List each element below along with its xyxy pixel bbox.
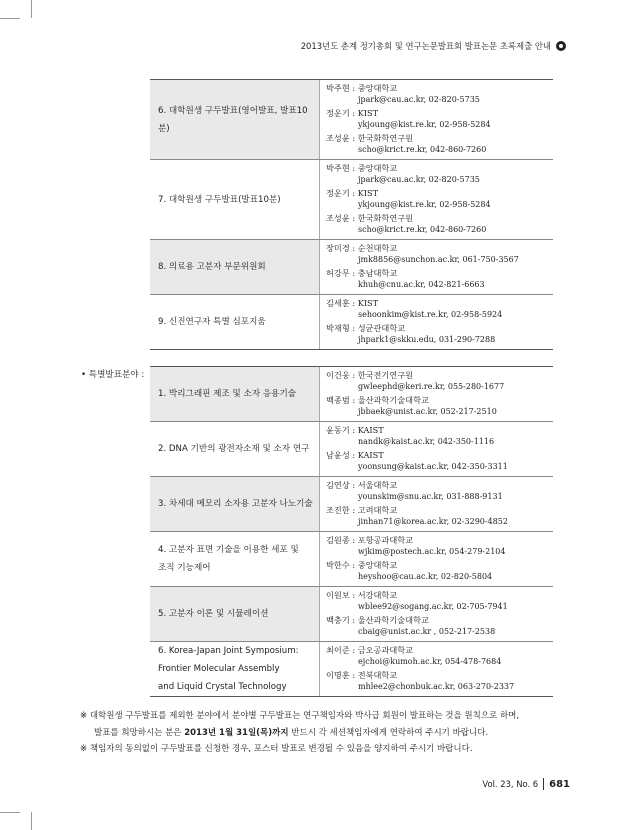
crop-mark [0, 812, 20, 813]
chair-entry [326, 505, 553, 527]
chair-name: 조성윤 [326, 213, 350, 223]
separator: : [349, 590, 358, 600]
chair-name-line [326, 645, 553, 656]
chair-org: 한국화학연구원 [357, 213, 414, 223]
session-name-cell [150, 422, 320, 476]
chair-name: 이명훈 [326, 670, 350, 680]
session-row [150, 422, 553, 477]
chair-org: 울산과학기술대학교 [357, 395, 429, 405]
chair-entry [326, 560, 553, 582]
chair-org: KAIST [357, 450, 384, 460]
chair-name: 허강무 [326, 268, 350, 278]
crop-mark [31, 812, 32, 830]
separator: : [349, 370, 358, 380]
session-name-cell [150, 80, 320, 159]
chair-entry [326, 590, 553, 612]
chair-name: 윤동기 [326, 425, 350, 435]
chair-name-line [326, 590, 553, 601]
chair-contact: heyshoo@cau.ac.kr, 02-820-5804 [358, 572, 493, 581]
chair-contact: younskim@snu.ac.kr, 031-888-9131 [358, 492, 503, 501]
chair-name-line [326, 370, 553, 381]
separator: : [349, 108, 358, 118]
chair-name: 정운기 [326, 188, 350, 198]
chair-name: 박주현 [326, 163, 350, 173]
chair-entry [326, 425, 553, 447]
chair-name-line [326, 615, 553, 626]
chair-entry [326, 395, 553, 417]
chair-entry [326, 615, 553, 637]
chair-org: KIST [357, 108, 379, 118]
separator: : [349, 213, 358, 223]
chair-name-line [326, 505, 553, 516]
chair-name-line [326, 213, 553, 224]
chair-entry [326, 83, 553, 105]
separator: : [349, 268, 358, 278]
chair-name-line [326, 450, 553, 461]
volume-label: Vol. 23, No. 6 [482, 779, 539, 789]
chair-name: 정운기 [326, 108, 350, 118]
chair-entry [326, 670, 553, 692]
chair-name-line [326, 163, 553, 174]
chair-contact: khuh@cnu.ac.kr, 042-821-6663 [358, 280, 485, 289]
chair-entry [326, 535, 553, 557]
chair-org: KIST [357, 298, 379, 308]
session-name-cell [150, 367, 320, 421]
crop-mark [31, 0, 32, 18]
chair-contact: ykjoung@kist.re.kr, 02-958-5284 [358, 200, 491, 209]
chair-name: 조진한 [326, 505, 350, 515]
session-row [150, 642, 553, 697]
chair-name-line [326, 395, 553, 406]
chair-name-line [326, 323, 553, 334]
separator: : [349, 450, 358, 460]
chair-contact: jhpark1@skku.edu, 031-290-7288 [358, 335, 496, 344]
chair-org: 전북대학교 [357, 670, 398, 680]
separator: : [349, 243, 358, 253]
chair-name: 최이준 [326, 645, 350, 655]
note-1-line-2 [80, 725, 560, 742]
chair-entry [326, 243, 553, 265]
note-text: 반드시 각 세션책임자에게 연락하여 주시기 바랍니다. [288, 727, 489, 738]
chair-org: 한국전기연구원 [357, 370, 414, 380]
chair-name: 박재형 [326, 323, 350, 333]
chair-name: 김연상 [326, 480, 350, 490]
session-row [150, 532, 553, 587]
chair-name: 백충기 [326, 615, 350, 625]
chair-name-line [326, 298, 553, 309]
chairs-cell [320, 295, 553, 349]
chair-contact: jpark@cau.ac.kr, 02-820-5735 [358, 175, 480, 184]
separator: : [349, 560, 358, 570]
chair-org: KIST [357, 188, 379, 198]
session-name-cell [150, 240, 320, 294]
chair-org: 서울대학교 [357, 480, 398, 490]
chair-name: 백종범 [326, 395, 350, 405]
session-name-cell [150, 587, 320, 641]
note-deadline: 2013년 1월 31일(목)까지 [184, 727, 289, 738]
session-title: 9. 신진연구자 특별 심포지움 [158, 317, 266, 327]
session-name-cell [150, 642, 320, 696]
chair-contact: jinhan71@korea.ac.kr, 02-3290-4852 [358, 517, 508, 526]
chair-contact: ykjoung@kist.re.kr, 02-958-5284 [358, 120, 491, 129]
chair-name-line [326, 83, 553, 94]
chair-name-line [326, 480, 553, 491]
chair-name: 김세훈 [326, 298, 350, 308]
session-name-cell [150, 477, 320, 531]
session-row [150, 160, 553, 240]
session-row [150, 295, 553, 350]
session-title: 6. 대학원생 구두발표(영어발표, 발표10분) [158, 105, 308, 134]
chair-contact: wblee92@sogang.ac.kr, 02-705-7941 [358, 602, 508, 611]
chair-org: 울산과학기술대학교 [357, 615, 429, 625]
session-row [150, 240, 553, 295]
note-1-line-1: ※ 대학원생 구두발표를 제외한 분야에서 분야별 구두발표는 연구책임자와 박사급 회원이 발표하는 것을 원칙으로 하며, [80, 711, 520, 721]
chair-name: 박한수 [326, 560, 350, 570]
chair-name-line [326, 425, 553, 436]
session-table-special [150, 366, 553, 697]
chair-name-line [326, 268, 553, 279]
session-title: 3. 차세대 메모리 소자용 고분자 나노기술 [158, 499, 313, 509]
chair-org: KAIST [357, 425, 384, 435]
session-row [150, 80, 553, 160]
notes-block [80, 708, 560, 758]
separator: : [349, 298, 358, 308]
chairs-cell [320, 160, 553, 239]
separator: : [349, 188, 358, 198]
chair-name-line [326, 560, 553, 571]
chairs-cell [320, 80, 553, 159]
chair-contact: jmk8856@sunchon.ac.kr, 061-750-3567 [358, 255, 519, 264]
chair-contact: yoonsung@kaist.ac.kr, 042-350-3311 [358, 462, 508, 471]
chair-contact: cbaig@unist.ac.kr , 052-217-2538 [358, 627, 496, 636]
chair-org: 서강대학교 [357, 590, 398, 600]
note-text: 발표를 희망하시는 분은 [94, 727, 185, 738]
page-number: 681 [549, 778, 570, 790]
session-title: 2. DNA 기반의 광전자소재 및 소자 연구 [158, 444, 310, 454]
chair-org: 순천대학교 [357, 243, 398, 253]
chair-entry [326, 645, 553, 667]
session-row [150, 587, 553, 642]
chair-contact: scho@krict.re.kr, 042-860-7260 [358, 145, 487, 154]
special-section-label: • 특별발표분야 : [81, 370, 145, 380]
chair-contact: sehoonkim@kist.re.kr, 02-958-5924 [358, 310, 503, 319]
separator: : [349, 480, 358, 490]
chairs-cell [320, 240, 553, 294]
chair-org: 포항공과대학교 [357, 535, 414, 545]
chair-name-line [326, 108, 553, 119]
chair-name: 박주현 [326, 83, 350, 93]
session-name-cell [150, 160, 320, 239]
session-title: 8. 의료용 고분자 부문위원회 [158, 262, 266, 272]
chair-contact: jbbaek@unist.ac.kr, 052-217-2510 [358, 407, 497, 416]
separator: : [349, 425, 358, 435]
chair-name: 이원보 [326, 590, 350, 600]
chair-entry [326, 108, 553, 130]
chairs-cell [320, 367, 553, 421]
chair-org: 금오공과대학교 [357, 645, 414, 655]
header-text: 2013년도 춘계 정기총회 및 연구논문발표회 발표논문 초록제출 안내 [300, 41, 551, 51]
chair-name: 남윤성 [326, 450, 350, 460]
chair-name-line [326, 133, 553, 144]
chair-contact: jpark@cau.ac.kr, 02-820-5735 [358, 95, 480, 104]
session-name-cell [150, 295, 320, 349]
separator: : [349, 395, 358, 405]
chairs-cell [320, 422, 553, 476]
chair-org: 성균관대학교 [357, 323, 406, 333]
chair-name-line [326, 188, 553, 199]
chair-entry [326, 298, 553, 320]
chairs-cell [320, 532, 553, 586]
footer-divider [543, 778, 544, 790]
separator: : [349, 645, 358, 655]
chair-entry [326, 450, 553, 472]
separator: : [349, 615, 358, 625]
chair-entry [326, 268, 553, 290]
chair-org: 고려대학교 [357, 505, 398, 515]
chair-org: 중앙대학교 [357, 163, 398, 173]
crop-mark [0, 18, 20, 19]
separator: : [349, 535, 358, 545]
session-title: 5. 고분자 이론 및 시뮬레이션 [158, 609, 269, 619]
chair-name: 이건웅 [326, 370, 350, 380]
chair-entry [326, 213, 553, 235]
chair-org: 충남대학교 [357, 268, 398, 278]
session-title: 4. 고분자 표면 기술을 이용한 세포 및 조직 기능제어 [158, 545, 299, 573]
chairs-cell [320, 587, 553, 641]
chair-name: 장미경 [326, 243, 350, 253]
chair-entry [326, 323, 553, 345]
chair-entry [326, 163, 553, 185]
session-name-cell [150, 532, 320, 586]
chair-contact: ejchoi@kumoh.ac.kr, 054-478-7684 [358, 657, 502, 666]
chair-entry [326, 188, 553, 210]
running-header [301, 40, 566, 52]
separator: : [349, 323, 358, 333]
separator: : [349, 670, 358, 680]
chair-entry [326, 133, 553, 155]
chair-entry [326, 480, 553, 502]
note-2: ※ 책임자의 동의없이 구두발표를 신청한 경우, 포스터 발표로 변경될 수 있음을 양지하여 주시기 바랍니다. [80, 744, 473, 754]
chair-name-line [326, 670, 553, 681]
session-title: 1. 박리그래핀 제조 및 소자 응용기술 [158, 389, 297, 399]
chairs-cell [320, 642, 553, 696]
chair-org: 중앙대학교 [357, 83, 398, 93]
page-footer [482, 778, 570, 790]
chair-contact: wjkim@postech.ac.kr, 054-279-2104 [358, 547, 506, 556]
chair-entry [326, 370, 553, 392]
chair-contact: scho@krict.re.kr, 042-860-7260 [358, 225, 487, 234]
session-title: 7. 대학원생 구두발표(발표10분) [158, 194, 281, 205]
separator: : [349, 133, 358, 143]
chair-contact: nandk@kaist.ac.kr, 042-350-1116 [358, 437, 495, 446]
chair-name: 조성윤 [326, 133, 350, 143]
chair-org: 중앙대학교 [357, 560, 398, 570]
chair-name-line [326, 243, 553, 254]
separator: : [349, 83, 358, 93]
session-title: 6. Korea-Japan Joint Symposium: Frontier Molecular Assembly and Liquid Crystal Technology [158, 646, 299, 692]
bullet-circle-icon [556, 41, 566, 51]
session-row [150, 367, 553, 422]
chair-name: 김원종 [326, 535, 350, 545]
chair-name-line [326, 535, 553, 546]
separator: : [349, 163, 358, 173]
chair-contact: gwleephd@keri.re.kr, 055-280-1677 [358, 382, 505, 391]
session-table-general [150, 79, 553, 350]
separator: : [349, 505, 358, 515]
session-row [150, 477, 553, 532]
chair-org: 한국화학연구원 [357, 133, 414, 143]
chair-contact: mhlee2@chonbuk.ac.kr, 063-270-2337 [358, 682, 515, 691]
chairs-cell [320, 477, 553, 531]
